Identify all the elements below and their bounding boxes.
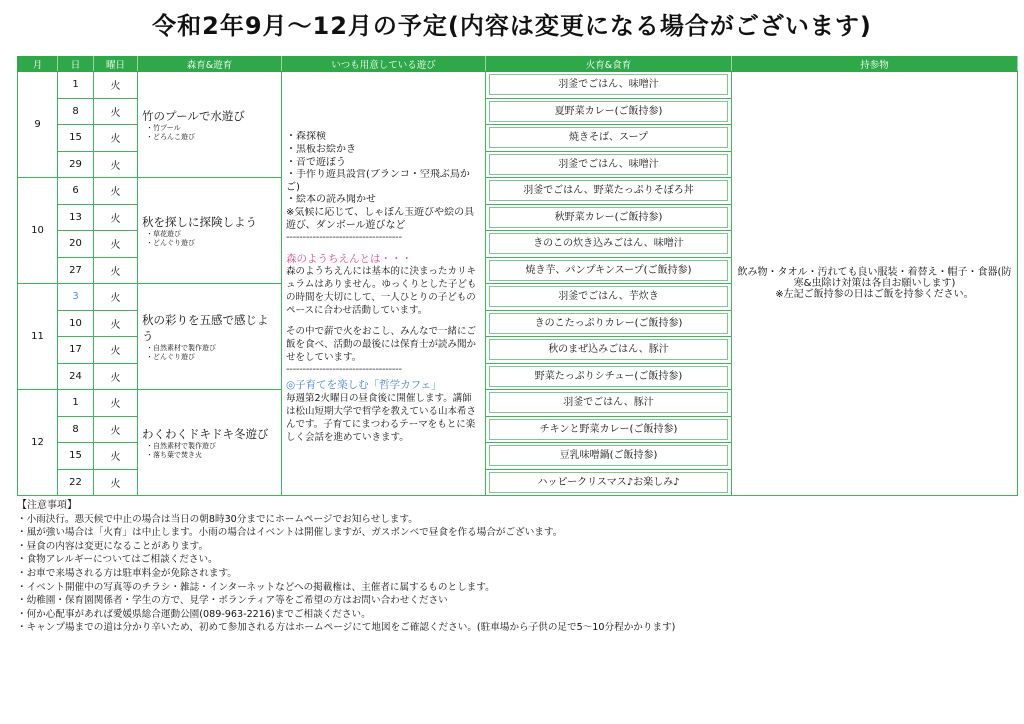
mori-body-2: その中で薪で火をおこし、みんなで一緒にご飯を食べ、活動の最後には保育士が読み聞かせをしています。 [286,326,477,364]
note-line: ・食物アレルギーについてはご相談ください。 [17,554,218,566]
note-line: ・小雨決行。悪天候で中止の場合は当日の朝8時30分までにホームページでお知らせします。 [17,513,418,525]
table-row [18,72,1018,99]
food-item: 焼き芋、パンプキンスープ(ご飯持参) [489,260,728,281]
day-cell: 24 [58,363,94,390]
food-item: 羽釜でごはん、味噌汁 [489,154,728,175]
note-line: ・風が強い場合は「火育」は中止します。小雨の場合はイベントは開催しますが、ガスボンベで昼食を作る場合がございます。 [17,527,563,539]
food-item: 羽釜でごはん、芋炊き [489,286,728,307]
day-cell: 20 [58,231,94,258]
month-cell: 12 [18,390,58,496]
forest-title: わくわくドキドキ冬遊び [142,426,269,441]
day-cell: 15 [58,443,94,470]
food-item: チキンと野菜カレー(ご飯持参) [489,419,728,440]
daily-play-list [286,131,481,232]
note-line: ・お車で来場される方は駐車料金が免除されます。 [17,567,237,579]
header-forest: 森育&遊育 [138,57,282,72]
food-cell [486,310,732,337]
weekday-cell: 火 [94,337,138,364]
forest-sub-item: ・どんぐり遊び [146,238,195,247]
weekday-cell: 火 [94,310,138,337]
daily-play-item: ・手作り遊具設営(ブランコ・空飛ぶ鳥かご) [286,169,470,193]
header-month: 月 [18,57,58,72]
forest-cell [138,284,282,390]
header-daily-play: いつも用意している遊び [282,57,486,72]
page-title: 令和2年9月〜12月の予定(内容は変更になる場合がございます) [152,12,872,40]
items-note: ※左記ご飯持参の日はご飯を持参ください。 [775,289,974,300]
daily-play-item: ・音で遊ぼう [286,156,346,168]
day-cell: 29 [58,151,94,178]
month-cell: 10 [18,178,58,284]
forest-title: 竹のプールで水遊び [142,108,245,123]
food-cell [486,257,732,284]
weekday-cell: 火 [94,469,138,496]
daily-play-note: ※気候に応じて、しゃぼん玉遊びや絵の具遊び、ダンボール遊びなど [286,207,475,231]
day-cell: 27 [58,257,94,284]
day-cell: 15 [58,125,94,152]
mori-body-1: 森のようちえんには基本的に決まったカリキュラムはありません。ゆっくりとした子どもの時間を大切にして、一人ひとりの子どものペースに合わせ活動しています。 [286,266,477,317]
food-cell [486,151,732,178]
forest-sub-item: ・自然素材で製作遊び [146,441,216,450]
weekday-cell: 火 [94,363,138,390]
weekday-cell: 火 [94,284,138,311]
food-cell [486,337,732,364]
forest-cell [138,178,282,284]
forest-sub-item: ・どんぐり遊び [146,352,195,361]
food-cell [486,178,732,205]
header-day: 日 [58,57,94,72]
day-cell: 6 [58,178,94,205]
food-item: 秋のまぜ込みごはん、豚汁 [489,339,728,360]
food-item: 羽釜でごはん、野菜たっぷりそぼろ丼 [489,180,728,201]
items-cell [732,72,1018,496]
food-item: 秋野菜カレー(ご飯持参) [489,207,728,228]
food-cell [486,443,732,470]
daily-play-item: ・黒板お絵かき [286,144,356,156]
items-line: 飲み物・タオル・汚れても良い服装・着替え・帽子・食器(防寒&虫除け対策は各自お願いします) [737,267,1012,289]
food-item: きのこの炊き込みごはん、味噌汁 [489,233,728,254]
day-cell: 10 [58,310,94,337]
food-item: 夏野菜カレー(ご飯持参) [489,101,728,122]
day-cell: 1 [58,72,94,99]
food-cell [486,204,732,231]
food-cell [486,390,732,417]
month-cell: 9 [18,72,58,178]
forest-cell [138,390,282,496]
day-cell: 1 [58,390,94,417]
day-cell: 8 [58,98,94,125]
header-items: 持参物 [732,57,1018,72]
note-line: ・キャンプ場までの道は分かり辛いため、初めて参加される方はホームページにて地図をご確認ください。(駐車場から子供の足で5〜10分程かかります) [17,622,676,634]
food-item: 羽釜でごはん、豚汁 [489,392,728,413]
schedule-table [17,56,1018,496]
food-item: 豆乳味噌鍋(ご飯持参) [489,445,728,466]
note-line: ・幼稚園・保育園関係者・学生の方で、見学・ボランティア等をご希望の方はお問い合わせください [17,595,448,607]
food-cell [486,125,732,152]
weekday-cell: 火 [94,151,138,178]
note-line: ・昼食の内容は変更になることがあります。 [17,540,209,552]
food-cell [486,231,732,258]
day-cell: 22 [58,469,94,496]
weekday-cell: 火 [94,257,138,284]
food-cell [486,98,732,125]
header-fire-food: 火育&食育 [486,57,732,72]
day-cell: 17 [58,337,94,364]
forest-sub-item: ・どろんこ遊び [146,132,195,141]
food-item: きのこたっぷりカレー(ご飯持参) [489,313,728,334]
forest-sub-item: ・落ち葉で焚き火 [146,450,202,459]
mori-title: 森のようちえんとは・・・ [286,252,412,265]
day-cell: 8 [58,416,94,443]
weekday-cell: 火 [94,231,138,258]
food-cell [486,72,732,99]
notes-title: 【注意事項】 [17,500,77,511]
forest-sub-item: ・自然素材で製作遊び [146,343,216,352]
food-cell [486,284,732,311]
forest-cell [138,72,282,178]
forest-sub-item: ・竹プール [146,123,181,132]
food-cell [486,416,732,443]
note-line: ・何か心配事があれば愛媛県総合運動公園(089-963-2216)までご相談ください。 [17,608,371,620]
day-cell: 13 [58,204,94,231]
table-header-row [18,57,1018,72]
weekday-cell: 火 [94,416,138,443]
weekday-cell: 火 [94,125,138,152]
notes-section [17,499,1017,635]
cafe-body: 毎週第2火曜日の昼食後に開催します。講師は松山短期大学で哲学を教えている山本希さんです。子育てにまつわるテーマをもとに楽しく会話を進めていきます。 [286,392,477,443]
month-cell: 11 [18,284,58,390]
forest-title: 秋の彩りを五感で感じよう [142,312,269,343]
food-cell [486,469,732,496]
forest-sub-item: ・草花遊び [146,229,181,238]
daily-play-item: ・絵本の読み聞かせ [286,194,376,206]
weekday-cell: 火 [94,204,138,231]
food-item: 焼きそば、スープ [489,127,728,148]
food-item: 野菜たっぷりシチュー(ご飯持参) [489,366,728,387]
divider: ----------------------------------- [286,364,402,376]
day-cell: 3 [58,284,94,311]
daily-play-item: ・森探検 [286,131,326,143]
food-item: ハッピークリスマス♪お楽しみ♪ [489,472,728,493]
header-weekday: 曜日 [94,57,138,72]
note-line: ・イベント開催中の写真等のチラシ・雑誌・インターネットなどへの掲載権は、主催者に属するものとします。 [17,581,495,593]
weekday-cell: 火 [94,72,138,99]
forest-title: 秋を探しに探険しよう [142,214,257,229]
cafe-title: ◎子育てを楽しむ「哲学カフェ」 [286,378,442,391]
daily-play-cell [282,72,486,496]
food-item: 羽釜でごはん、味噌汁 [489,74,728,95]
weekday-cell: 火 [94,443,138,470]
divider: ----------------------------------- [286,232,402,244]
weekday-cell: 火 [94,390,138,417]
weekday-cell: 火 [94,178,138,205]
weekday-cell: 火 [94,98,138,125]
food-cell [486,363,732,390]
